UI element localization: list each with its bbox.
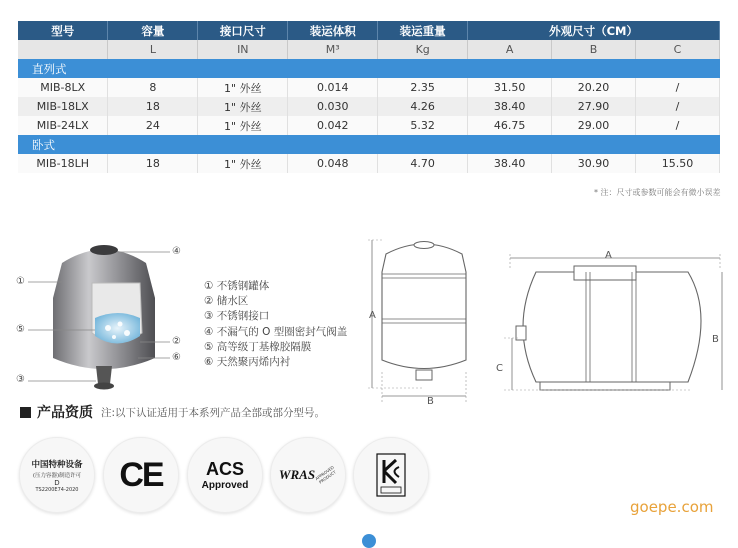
wras-text: WRAS xyxy=(278,467,316,482)
table-cell: 29.00 xyxy=(552,116,636,135)
group-row-horizontal xyxy=(18,135,720,154)
unit-cell: L xyxy=(108,40,198,59)
table-footnote: * 注：尺寸或参数可能会有微小误差 xyxy=(594,188,721,197)
header-model: 型号 xyxy=(18,21,108,40)
spec-table xyxy=(18,21,720,173)
legend-item: ⑤ 高等级丁基橡胶隔膜 xyxy=(204,340,312,353)
unit-cell: C xyxy=(636,40,720,59)
table-cell: 0.030 xyxy=(288,97,378,116)
table-cell: 18 xyxy=(108,154,198,173)
cert-ce xyxy=(103,437,179,513)
table-cell: 0.048 xyxy=(288,154,378,173)
callout-5: ⑤ xyxy=(16,324,25,335)
header-capacity: 容量 xyxy=(108,21,198,40)
ce-mark: CE xyxy=(119,455,163,494)
table-cell: 30.90 xyxy=(552,154,636,173)
header-row xyxy=(18,21,720,40)
vertical-dim-a: A xyxy=(369,310,376,321)
table-row xyxy=(18,154,720,173)
group-label: 直列式 xyxy=(18,59,720,78)
header-volume: 装运体积 xyxy=(288,21,378,40)
cert-acs xyxy=(187,437,263,513)
table-cell: 4.26 xyxy=(378,97,468,116)
callout-2: ② xyxy=(172,336,181,347)
table-cell: 38.40 xyxy=(468,97,552,116)
watermark: goepe.com xyxy=(630,498,714,516)
horizontal-dim-c: C xyxy=(496,363,503,374)
kc-mark-icon xyxy=(376,453,406,497)
legend-item: ⑥ 天然聚丙烯内衬 xyxy=(204,356,291,369)
legend-item: ① 不锈钢罐体 xyxy=(204,280,270,292)
header-dimensions: 外观尺寸（CM） xyxy=(468,21,720,40)
table-cell: 0.042 xyxy=(288,116,378,135)
table-cell: / xyxy=(636,116,720,135)
group-row-inline xyxy=(18,59,720,78)
table-cell: / xyxy=(636,78,720,97)
table-cell: MIB-24LX xyxy=(18,116,108,135)
vertical-tank-drawing xyxy=(364,232,484,408)
certifications-note: 注:以下认证适用于本系列产品全部或部分型号。 xyxy=(101,406,326,419)
callout-4: ④ xyxy=(172,246,181,257)
cert1-line2: (压力容器)制造许可 xyxy=(32,472,82,479)
table-cell: 5.32 xyxy=(378,116,468,135)
table-cell: 27.90 xyxy=(552,97,636,116)
table-cell: 31.50 xyxy=(468,78,552,97)
table-cell: 4.70 xyxy=(378,154,468,173)
header-weight: 装运重量 xyxy=(378,21,468,40)
cert1-line3: D xyxy=(54,478,60,487)
table-cell: 0.014 xyxy=(288,78,378,97)
unit-cell: Kg xyxy=(378,40,468,59)
callout-3: ③ xyxy=(16,374,25,385)
table-cell: 38.40 xyxy=(468,154,552,173)
table-cell: MIB-18LH xyxy=(18,154,108,173)
wras-mark xyxy=(278,464,337,485)
page-indicator-dot xyxy=(362,534,376,548)
table-cell: 1" 外丝 xyxy=(198,78,288,97)
group-label: 卧式 xyxy=(18,135,720,154)
acs-mark: ACS xyxy=(205,459,244,479)
legend-item: ③ 不锈钢接口 xyxy=(204,310,270,323)
horizontal-dim-a: A xyxy=(605,250,612,261)
table-cell: 1" 外丝 xyxy=(198,97,288,116)
legend-item: ④ 不漏气的 O 型圈密封气阀盖 xyxy=(204,325,348,338)
table-row xyxy=(18,78,720,97)
table-cell: 8 xyxy=(108,78,198,97)
heading-square-icon xyxy=(20,407,31,418)
wras-subtext: APPROVED PRODUCT xyxy=(314,464,337,485)
horizontal-dim-b: B xyxy=(712,334,719,345)
legend-item: ② 储水区 xyxy=(204,295,249,308)
component-legend xyxy=(204,279,347,370)
unit-cell xyxy=(18,40,108,59)
unit-cell: A xyxy=(468,40,552,59)
unit-row xyxy=(18,40,720,59)
table-cell: 24 xyxy=(108,116,198,135)
table-cell: 20.20 xyxy=(552,78,636,97)
unit-cell: M³ xyxy=(288,40,378,59)
table-cell: MIB-8LX xyxy=(18,78,108,97)
table-cell: / xyxy=(636,97,720,116)
header-connection: 接口尺寸 xyxy=(198,21,288,40)
table-cell: 1" 外丝 xyxy=(198,154,288,173)
cert-special-equipment xyxy=(19,437,95,513)
table-row xyxy=(18,116,720,135)
horizontal-tank-drawing xyxy=(490,250,730,402)
table-cell: 2.35 xyxy=(378,78,468,97)
vertical-dim-b: B xyxy=(427,396,434,407)
table-cell: MIB-18LX xyxy=(18,97,108,116)
cert-kc xyxy=(353,437,429,513)
acs-approved: Approved xyxy=(201,480,249,491)
cert-wras xyxy=(270,437,346,513)
cert1-line4: TS2200E74-2020 xyxy=(35,486,79,493)
tank-cutaway-illustration xyxy=(0,238,200,398)
certifications-title: 产品资质 xyxy=(37,405,93,421)
cert1-line1: 中国特种设备 xyxy=(31,459,83,470)
table-row xyxy=(18,97,720,116)
table-cell: 15.50 xyxy=(636,154,720,173)
unit-cell: IN xyxy=(198,40,288,59)
certifications-heading xyxy=(20,402,325,422)
callout-1: ① xyxy=(16,276,25,287)
table-cell: 1" 外丝 xyxy=(198,116,288,135)
table-cell: 46.75 xyxy=(468,116,552,135)
unit-cell: B xyxy=(552,40,636,59)
table-cell: 18 xyxy=(108,97,198,116)
callout-6: ⑥ xyxy=(172,352,181,363)
